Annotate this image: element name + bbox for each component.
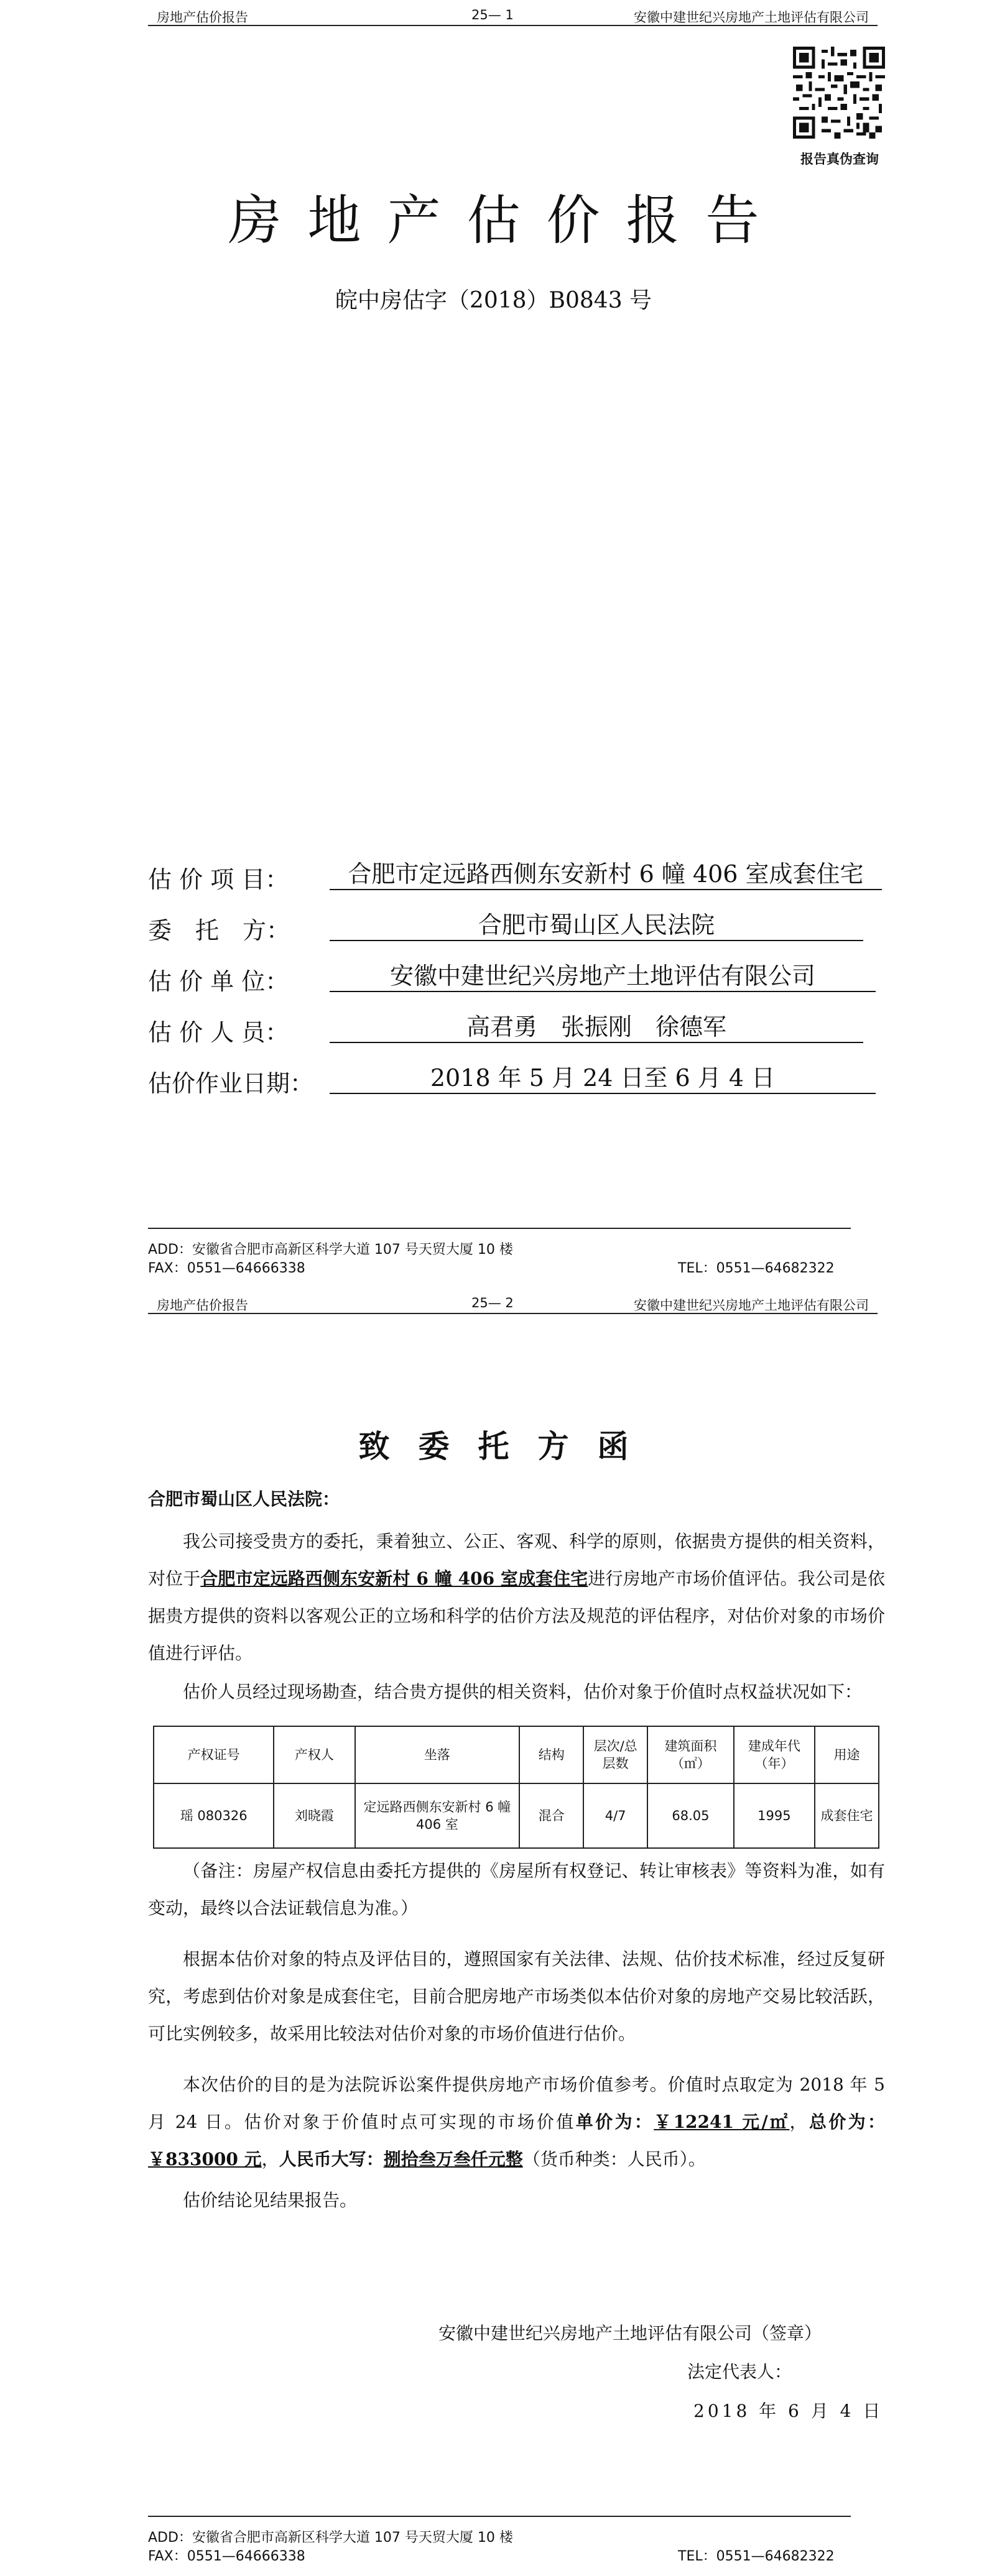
footer-address: ADD：安徽省合肥市高新区科学大道 107 号天贸大厦 10 楼 bbox=[148, 2530, 513, 2546]
table-cell: 定远路西侧东安新村 6 幢 406 室 bbox=[355, 1783, 520, 1848]
footer-fax: FAX：0551—64666338 bbox=[148, 2549, 305, 2564]
property-rights-table bbox=[153, 1726, 879, 1849]
field-project-label: 估 价 项 目： bbox=[148, 866, 289, 893]
paragraph-text: 我公司接受贵方的委托，秉着独立、公正、客观、科学的原则，依据贵方提供的相关资料，对位于 bbox=[148, 1531, 885, 1589]
signature-legal-rep: 法定代表人： bbox=[687, 2362, 792, 2382]
total-price-label: 总价为： bbox=[809, 2112, 885, 2132]
page-header bbox=[148, 1293, 878, 1314]
unit-price-value: ￥12241 元/㎡ bbox=[654, 2112, 790, 2132]
field-appraisers bbox=[148, 1011, 882, 1047]
table-cell: 1995 bbox=[734, 1783, 815, 1848]
table-cell: 瑶 080326 bbox=[154, 1783, 274, 1848]
unit-price-label: 单价为： bbox=[575, 2112, 654, 2132]
field-client-value: 合肥市蜀山区人民法院 bbox=[330, 906, 863, 941]
header-company: 安徽中建世纪兴房地产土地评估有限公司 bbox=[634, 10, 869, 25]
field-project bbox=[148, 858, 882, 894]
rmb-value: 捌拾叁万叁仟元整 bbox=[383, 2149, 523, 2169]
letter-paragraph-2: 估价人员经过现场勘查，结合贵方提供的相关资料，估价对象于价值时点权益状况如下： bbox=[183, 1681, 863, 1702]
field-appraiser-org-label: 估 价 单 位： bbox=[148, 968, 289, 995]
letter-paragraph-3: 根据本估价对象的特点及评估目的，遵照国家有关法律、法规、估价技术标准，经过反复研究，考虑到估价对象是成套住宅，目前合肥房地产市场类似本估价对象的房地产交易比较活跃，可比实例较多，故采用比较法对估价对象的市场价值进行估价。 bbox=[148, 1949, 885, 2044]
currency-note: （货币种类：人民币）。 bbox=[522, 2149, 706, 2169]
table-header-cell: 结构 bbox=[519, 1726, 583, 1783]
header-left: 房地产估价报告 bbox=[157, 10, 248, 25]
footer-tel: TEL：0551—64682322 bbox=[678, 1261, 835, 1276]
field-work-date-value: 2018 年 5 月 24 日至 6 月 4 日 bbox=[330, 1059, 876, 1094]
table-cell: 成套住宅 bbox=[815, 1783, 879, 1848]
page-header bbox=[148, 5, 878, 26]
field-client bbox=[148, 909, 882, 945]
footer-tel: TEL：0551—64682322 bbox=[678, 2549, 835, 2564]
rmb-label: 人民币大写： bbox=[279, 2149, 384, 2169]
table-cell: 刘晓霞 bbox=[274, 1783, 354, 1848]
field-work-date bbox=[148, 1062, 882, 1098]
property-address: 合肥市定远路西侧东安新村 6 幢 406 室成套住宅 bbox=[200, 1568, 588, 1589]
footer-divider bbox=[148, 1228, 851, 1229]
field-work-date-label: 估价作业日期： bbox=[148, 1070, 314, 1097]
table-header-row bbox=[154, 1726, 879, 1783]
letter-paragraph-5: 估价结论见结果报告。 bbox=[183, 2190, 358, 2210]
table-cell: 混合 bbox=[519, 1783, 583, 1848]
table-header-cell: 用途 bbox=[815, 1726, 879, 1783]
paragraph-text: 进行房地产市场价值评估。我公司是依据贵方提供的资料以客观公正的立场和科学的估价方法及规范的评估程序，对估价对象的市场价值进行评估。 bbox=[148, 1568, 885, 1663]
table-header-cell: 建筑面积（㎡） bbox=[647, 1726, 734, 1783]
footer-fax: FAX：0551—64666338 bbox=[148, 1261, 305, 1276]
header-page-number: 25— 2 bbox=[471, 1295, 514, 1310]
table-header-cell: 建成年代（年） bbox=[734, 1726, 815, 1783]
table-header-cell: 坐落 bbox=[355, 1726, 520, 1783]
table-cell: 4/7 bbox=[583, 1783, 647, 1848]
letter-addressee: 合肥市蜀山区人民法院： bbox=[148, 1489, 340, 1509]
field-appraiser-org-value: 安徽中建世纪兴房地产土地评估有限公司 bbox=[330, 957, 876, 992]
qr-code-icon[interactable] bbox=[793, 47, 885, 139]
footer-divider bbox=[148, 2516, 851, 2517]
table-row bbox=[154, 1783, 879, 1848]
header-company: 安徽中建世纪兴房地产土地评估有限公司 bbox=[634, 1298, 869, 1313]
field-appraisers-label: 估 价 人 员： bbox=[148, 1019, 289, 1046]
field-project-value: 合肥市定远路西侧东安新村 6 幢 406 室成套住宅 bbox=[330, 855, 882, 890]
field-appraisers-value: 高君勇 张振刚 徐德军 bbox=[330, 1008, 863, 1043]
table-header-cell: 产权人 bbox=[274, 1726, 354, 1783]
header-page-number: 25— 1 bbox=[471, 7, 514, 22]
signature-company: 安徽中建世纪兴房地产土地评估有限公司（签章） bbox=[438, 2323, 822, 2344]
letter-paragraph-4: 本次估价的目的是为法院诉讼案件提供房地产市场价值参考。价值时点取定为 2018 年 5 月 24 日。估价对象于价值时点可实现的市场价值单价为：￥12241 元/㎡，总价为：￥833000 元，人民币大写：捌拾叁万叁仟元整（货币种类：人民币）。 bbox=[148, 2074, 885, 2169]
field-appraiser-org bbox=[148, 960, 882, 996]
total-price-value: ￥833000 元 bbox=[148, 2149, 262, 2169]
qr-caption: 报告真伪查询 bbox=[800, 152, 879, 167]
signature-date: 2018 年 6 月 4 日 bbox=[693, 2401, 884, 2421]
table-header-cell: 层次/总层数 bbox=[583, 1726, 647, 1783]
letter-paragraph-1 bbox=[148, 1523, 885, 1672]
header-left: 房地产估价报告 bbox=[157, 1298, 248, 1313]
document-number: 皖中房估字（2018）B0843 号 bbox=[335, 288, 652, 313]
letter-page bbox=[0, 1288, 987, 2576]
table-note: （备注：房屋产权信息由委托方提供的《房屋所有权登记、转让审核表》等资料为准，如有变动，最终以合法证载信息为准。） bbox=[148, 1861, 885, 1918]
table-header-cell: 产权证号 bbox=[154, 1726, 274, 1783]
field-client-label: 委 托 方： bbox=[148, 917, 290, 944]
paragraph-text: 本次估价的目的是为法院诉讼案件提供房地产市场价值参考。价值时点取定为 2018 年 5 月 24 日。估价对象于价值时点可实现的市场价值 bbox=[148, 2074, 885, 2132]
report-title: 房地产估价报告 bbox=[228, 190, 785, 252]
footer-address: ADD：安徽省合肥市高新区科学大道 107 号天贸大厦 10 楼 bbox=[148, 1242, 513, 1258]
table-cell: 68.05 bbox=[647, 1783, 734, 1848]
letter-title: 致委托方函 bbox=[358, 1428, 657, 1465]
